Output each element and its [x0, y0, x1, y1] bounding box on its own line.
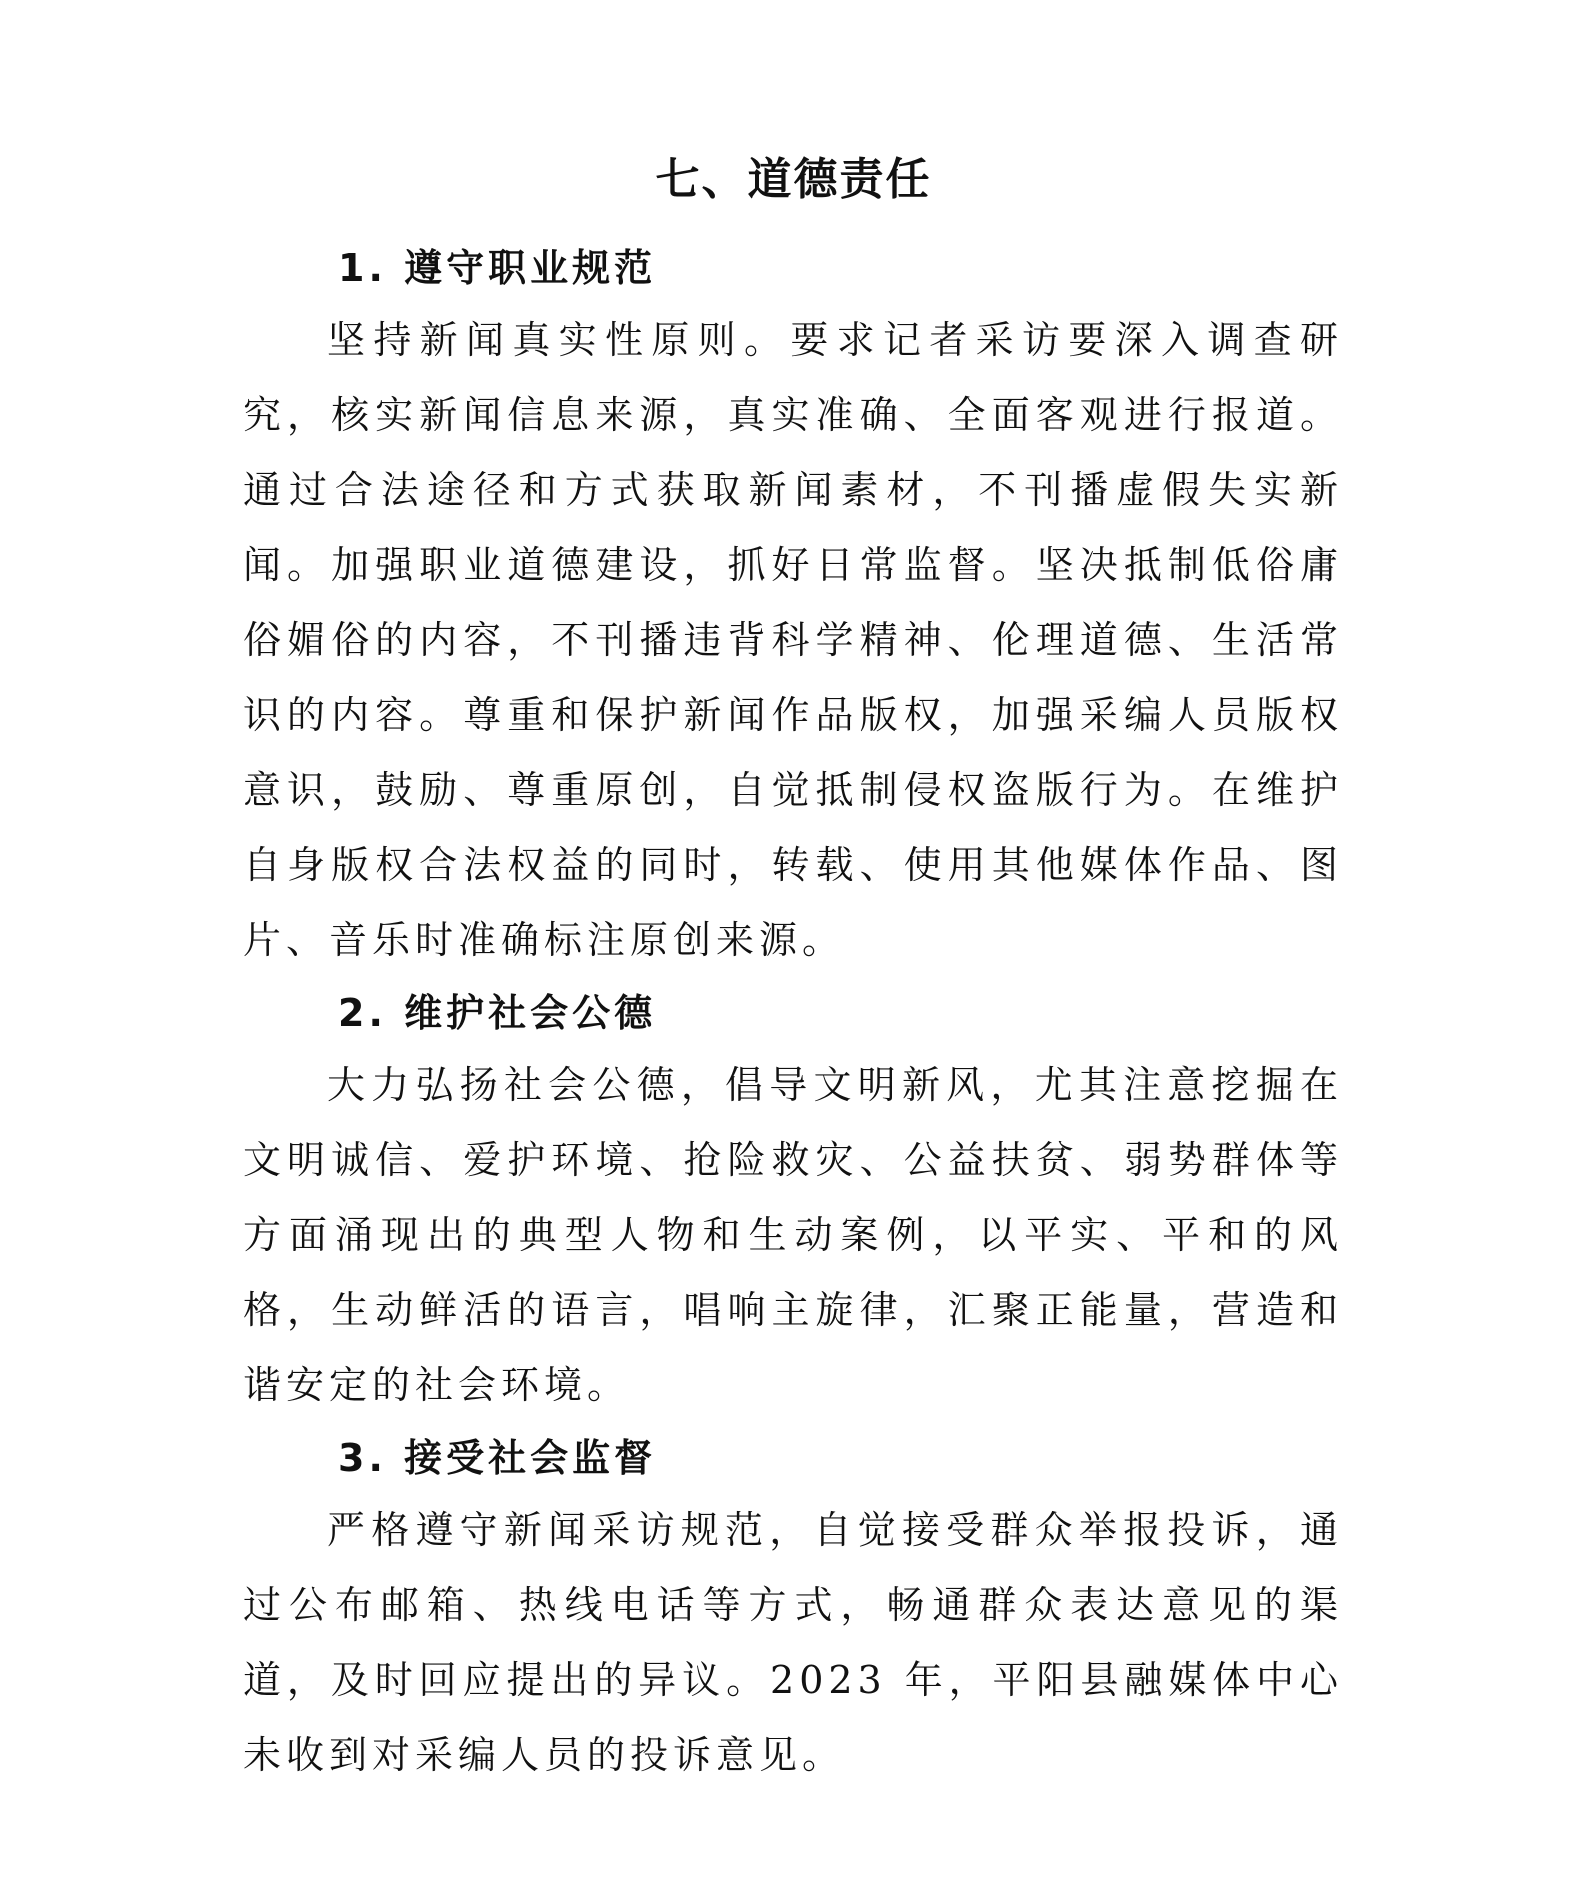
section-heading-social-morality: 2. 维护社会公德	[338, 991, 657, 1035]
section-body-professional-norms: 坚持新闻真实性原则。要求记者采访要深入调查研究，核实新闻信息来源，真实准确、全面客观进行报道。通过合法途径和方式获取新闻素材，不刊播虚假失实新闻。加强职业道德建设，抓好日常监督。坚决抵制低俗庸俗媚俗的内容，不刊播违背科学精神、伦理道德、生活常识的内容。尊重和保护新闻作品版权，加强采编人员版权意识，鼓励、尊重原创，自觉抵制侵权盗版行为。在维护自身版权合法权益的同时，转载、使用其他媒体作品、图片、音乐时准确标注原创来源。	[243, 318, 1343, 962]
section-heading-public-supervision: 3. 接受社会监督	[338, 1436, 657, 1480]
chapter-title: 七、道德责任	[655, 154, 932, 205]
section-body-social-morality: 大力弘扬社会公德，倡导文明新风，尤其注意挖掘在文明诚信、爱护环境、抢险救灾、公益扶贫、弱势群体等方面涌现出的典型人物和生动案例，以平实、平和的风格，生动鲜活的语言，唱响主旋律，汇聚正能量，营造和谐安定的社会环境。	[243, 1063, 1343, 1407]
section-body-public-supervision: 严格遵守新闻采访规范，自觉接受群众举报投诉，通过公布邮箱、热线电话等方式，畅通群众表达意见的渠道，及时回应提出的异议。2023 年，平阳县融媒体中心未收到对采编人员的投诉意见。	[243, 1508, 1343, 1777]
section-heading-professional-norms: 1. 遵守职业规范	[338, 246, 657, 290]
